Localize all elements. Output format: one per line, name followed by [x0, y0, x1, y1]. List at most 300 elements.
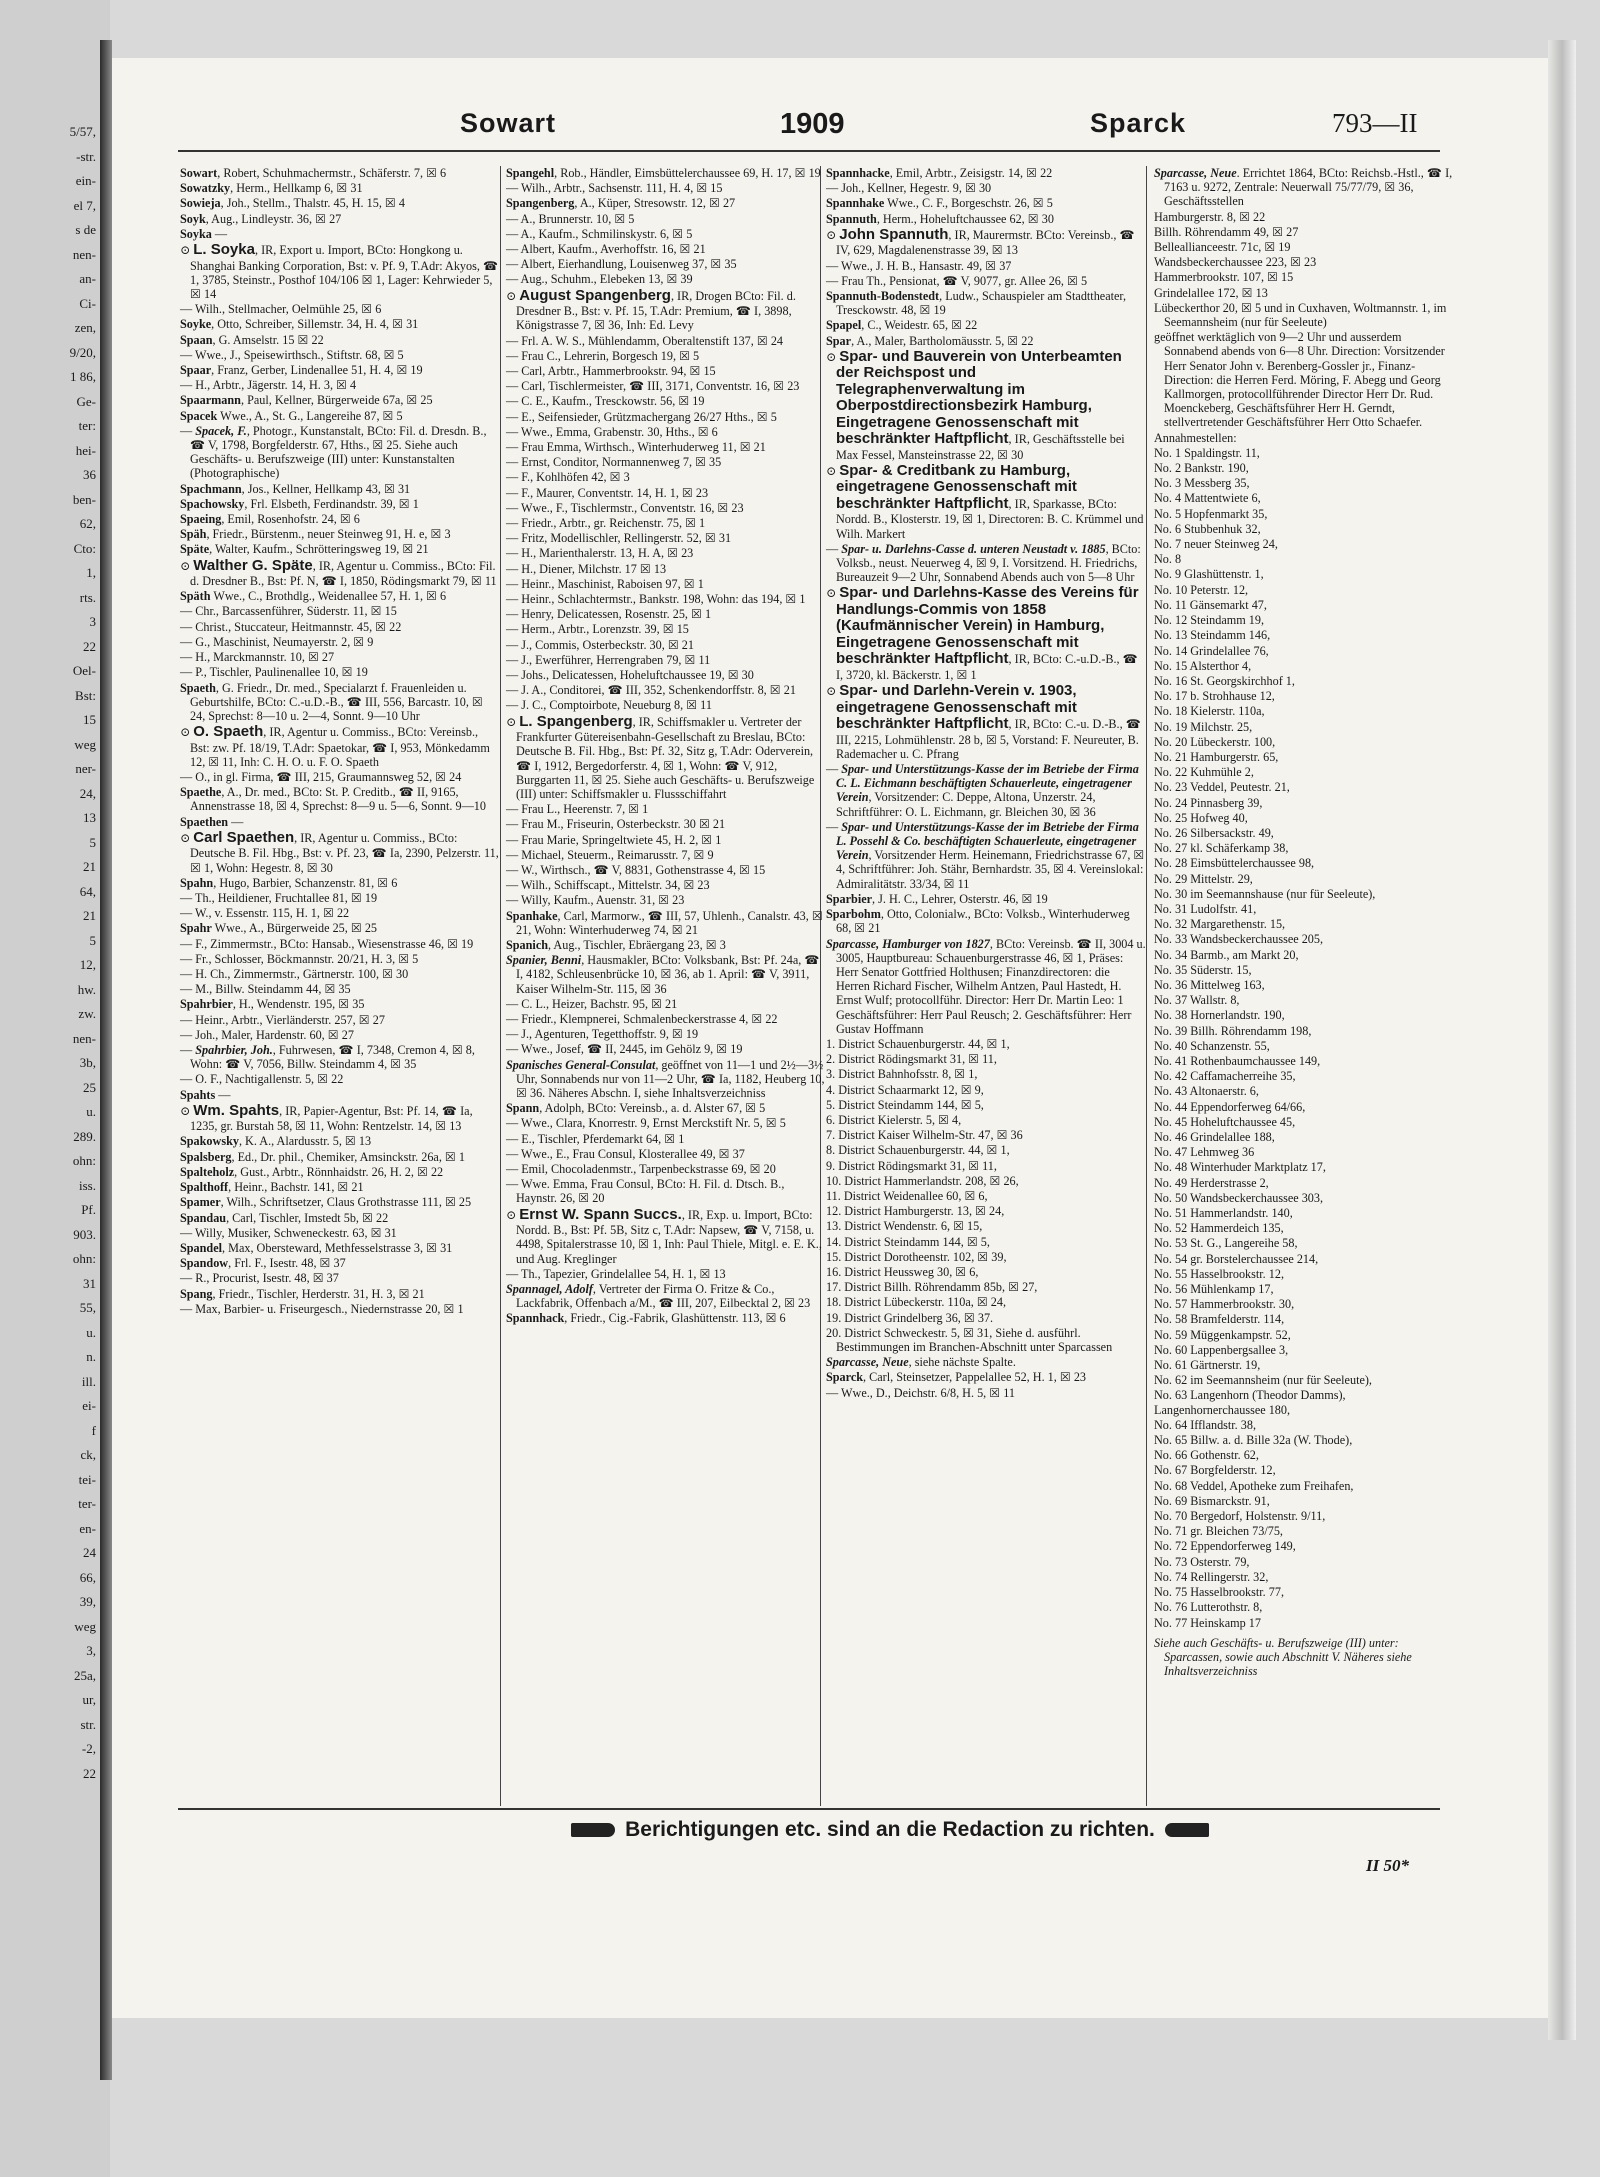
directory-entry: No. 73 Osterstr. 79,	[1154, 1554, 1250, 1569]
directory-entry: — O., in gl. Firma, ☎ III, 215, Graumannsweg 52, ☒ 24	[180, 770, 462, 785]
directory-entry: — A., Brunnerstr. 10, ☒ 5	[506, 211, 635, 226]
fragment-text: an-	[79, 271, 96, 286]
directory-entry: No. 11 Gänsemarkt 47,	[1154, 597, 1267, 612]
directory-entry: Wandsbeckerchaussee 223, ☒ 23	[1154, 255, 1317, 270]
directory-entry: Spannuth, Herm., Hoheluftchaussee 62, ☒ 30	[826, 211, 1054, 226]
directory-entry: 7. District Kaiser Wilhelm-Str. 47, ☒ 36	[826, 1128, 1023, 1143]
directory-entry: No. 77 Heinskamp 17	[1154, 1615, 1261, 1630]
directory-entry: No. 20 Lübeckerstr. 100,	[1154, 734, 1276, 749]
directory-entry: No. 37 Wallstr. 8,	[1154, 993, 1240, 1008]
directory-entry: No. 67 Borgfelderstr. 12,	[1154, 1463, 1276, 1478]
directory-entry: Spahn, Hugo, Barbier, Schanzenstr. 81, ☒ 6	[180, 875, 398, 890]
directory-entry: — M., Billw. Steindamm 44, ☒ 35	[180, 982, 351, 997]
directory-entry: Spaan, G. Amselstr. 15 ☒ 22	[180, 332, 324, 347]
directory-entry: — E., Seifensieder, Grützmachergang 26/27 Hths., ☒ 5	[506, 409, 777, 424]
directory-entry: — Albert, Eierhandlung, Louisenweg 37, ☒ 35	[506, 257, 737, 272]
column-2	[506, 166, 826, 1327]
fragment-text: Bst:	[75, 687, 96, 703]
directory-entry: No. 50 Wandsbeckerchaussee 303,	[1154, 1190, 1324, 1205]
directory-entry: — Spahrbier, Joh., Fuhrwesen, ☎ I, 7348, Cremon 4, ☒ 8, Wohn: ☎ V, 7056, Billw. Steindamm 4, ☒ 35	[180, 1042, 475, 1072]
fragment-text: 31	[83, 1275, 96, 1291]
directory-entry: ⊙ Walther G. Späte, IR, Agentur u. Commiss., BCto: Fil. d. Dresdner B., Bst: Pf. N, ☎ I, 1850, Rödingsmarkt 79, ☒ 11	[180, 556, 497, 589]
fragment-text: hw.	[77, 981, 96, 997]
directory-entry: 3. District Bahnhofsstr. 8, ☒ 1,	[826, 1067, 978, 1082]
directory-entry: — Th., Tapezier, Grindelallee 54, H. 1, ☒ 13	[506, 1266, 726, 1281]
directory-entry: Sparbier, J. H. C., Lehrer, Osterstr. 46, ☒ 19	[826, 891, 1048, 906]
directory-entry: Spaar, Franz, Gerber, Lindenallee 51, H. 4, ☒ 19	[180, 362, 423, 377]
directory-entry: 1. District Schauenburgerstr. 44, ☒ 1,	[826, 1036, 1010, 1051]
fragment-text: ter-	[78, 1496, 96, 1511]
directory-entry: — J. C., Comptoirbote, Neueburg 8, ☒ 11	[506, 698, 712, 713]
directory-entry: — Aug., Schuhm., Elebeken 13, ☒ 39	[506, 272, 693, 287]
fragment-text: 55,	[79, 1300, 96, 1315]
directory-entry: ⊙ O. Spaeth, IR, Agentur u. Commiss., BCto: Vereinsb., Bst: zw. Pf. 18/19, T.Adr: Spaetokar, ☎ I, 953, Mönkedamm 12, ☒ 11, Inh: C. H. O. u. F. O. Spaeth	[180, 723, 490, 769]
directory-entry: Sowatzky, Herm., Hellkamp 6, ☒ 31	[180, 181, 363, 196]
directory-entry: — Wwe., J., Speisewirthsch., Stiftstr. 68, ☒ 5	[180, 347, 404, 362]
directory-entry: Soyk, Aug., Lindleystr. 36, ☒ 27	[180, 211, 342, 226]
fragment-text: s de	[75, 222, 96, 237]
directory-entry: — J., Commis, Osterbeckstr. 30, ☒ 21	[506, 637, 694, 652]
directory-entry: — F., Kohlhöfen 42, ☒ 3	[506, 470, 630, 485]
directory-entry: No. 65 Billw. a. d. Bille 32a (W. Thode),	[1154, 1433, 1353, 1448]
directory-entry: 9. District Rödingsmarkt 31, ☒ 11,	[826, 1158, 997, 1173]
fragment-text: 13	[83, 810, 96, 825]
directory-entry: — Heinr., Arbtr., Vierländerstr. 257, ☒ 27	[180, 1012, 385, 1027]
directory-entry: No. 8	[1154, 552, 1182, 567]
directory-entry: No. 33 Wandsbeckerchaussee 205,	[1154, 932, 1324, 947]
directory-entry: geöffnet werktäglich von 9—2 Uhr und ausserdem Sonnabend abends von 6—8 Uhr. Direction: Vorsitzender Herr Senator John v. Berenberg-Gossler jr., Finanz-Direction: die Herren Ferd. Möring, F. Abegg und Georg Kallmorgen, protocollführender Director Herr Dr. Rud. Moenckeberg, Geschäftsführer Herr H. Gerndt, stellvertretender Geschäftsführer Herr Otto Schaefer.	[1154, 330, 1445, 430]
directory-entry: — Wilh., Arbtr., Sachsenstr. 111, H. 4, ☒ 15	[506, 181, 723, 196]
directory-entry: — E., Tischler, Pferdemarkt 64, ☒ 1	[506, 1131, 685, 1146]
directory-entry: — Wwe., E., Frau Consul, Klosterallee 49, ☒ 37	[506, 1146, 745, 1161]
directory-entry: No. 9 Glashüttenstr. 1,	[1154, 567, 1264, 582]
fragment-text: u.	[86, 1104, 96, 1119]
fragment-text: 36	[83, 467, 96, 482]
directory-entry: — W., Wirthsch., ☎ V, 8831, Gothenstrasse 4, ☒ 15	[506, 862, 766, 877]
directory-entry: No. 25 Hofweg 40,	[1154, 810, 1248, 825]
fragment-text: 25	[83, 1079, 96, 1095]
directory-entry: No. 31 Ludolfstr. 41,	[1154, 901, 1257, 916]
directory-entry: Spamer, Wilh., Schriftsetzer, Claus Grothstrasse 111, ☒ 25	[180, 1195, 472, 1210]
directory-entry: — J., Ewerführer, Herrengraben 79, ☒ 11	[506, 652, 711, 667]
directory-entry: No. 68 Veddel, Apotheke zum Freihafen,	[1154, 1478, 1354, 1493]
column-4	[1154, 166, 1454, 1679]
directory-entry: 20. District Schweckestr. 5, ☒ 31, Siehe d. ausführl. Bestimmungen im Branchen-Abschnitt unter Sparcassen	[826, 1325, 1113, 1354]
directory-entry: ⊙ L. Soyka, IR, Export u. Import, BCto: Hongkong u. Shanghai Banking Corporation, Bst: v. Pf. 9, T.Adr: Akyos, ☎ 1, 3785, Steinstr., Posthof 104/106 ☒ 1, Lager: Kehrwieder 5, ☒ 14	[180, 241, 499, 301]
directory-entry: Soyka —	[180, 226, 228, 241]
directory-entry: — Albert, Kaufm., Averhoffstr. 16, ☒ 21	[506, 242, 706, 257]
signature-mark: II 50*	[1366, 1856, 1409, 1875]
fragment-text: 3,	[86, 1643, 96, 1658]
directory-entry: No. 34 Barmb., am Markt 20,	[1154, 947, 1299, 962]
directory-entry: No. 75 Hasselbrookstr. 77,	[1154, 1585, 1284, 1600]
directory-entry: No. 26 Silbersackstr. 49,	[1154, 825, 1274, 840]
directory-entry: Hammerbrookstr. 107, ☒ 15	[1154, 270, 1294, 285]
directory-entry: Spahts —	[180, 1087, 231, 1102]
directory-entry: — Wwe., J. H. B., Hansastr. 49, ☒ 37	[826, 258, 1012, 273]
directory-entry: — Joh., Kellner, Hegestr. 9, ☒ 30	[826, 181, 992, 196]
directory-entry: No. 6 Stubbenhuk 32,	[1154, 521, 1261, 536]
column-divider	[1146, 166, 1147, 1806]
fragment-text: 22	[83, 1765, 96, 1781]
directory-entry: 17. District Billh. Röhrendamm 85b, ☒ 27,	[826, 1280, 1038, 1295]
fragment-text: 66,	[79, 1569, 96, 1585]
directory-entry: No. 36 Mittelweg 163,	[1154, 977, 1265, 992]
directory-entry: — Th., Heildiener, Fruchtallee 81, ☒ 19	[180, 890, 378, 905]
directory-entry: No. 51 Hammerlandstr. 140,	[1154, 1206, 1293, 1221]
directory-entry: Lübeckerthor 20, ☒ 5 und in Cuxhaven, Woltmannstr. 1, im Seemannsheim (nur für Seeleute)	[1154, 300, 1447, 330]
directory-entry: Spacek Wwe., A., St. G., Langereihe 87, ☒ 5	[180, 408, 403, 423]
directory-entry: ⊙ Ernst W. Spann Succs., IR, Exp. u. Import, BCto: Nordd. B., Bst: Pf. 5B, Sitz c, T.Adr: Napsew, ☎ V, 7158, u. 4498, Spitalerstrasse 10, ☒ 1, Inh: Paul Thiele, Mitgl. e. E. K., und Aug. Kreglinger	[506, 1205, 822, 1266]
directory-entry: — Chr., Barcassenführer, Süderstr. 11, ☒ 15	[180, 604, 397, 619]
directory-entry: No. 4 Mattentwiete 6,	[1154, 491, 1261, 506]
directory-entry: — F., Zimmermstr., BCto: Hansab., Wiesenstrasse 46, ☒ 19	[180, 936, 474, 951]
fragment-text: 21	[83, 908, 96, 923]
directory-entry: Belleallianceestr. 71c, ☒ 19	[1154, 240, 1291, 255]
directory-entry: — Michael, Steuerm., Reimarusstr. 7, ☒ 9	[506, 847, 714, 862]
directory-entry: No. 2 Bankstr. 190,	[1154, 461, 1249, 476]
fragment-text: Pf.	[81, 1202, 96, 1217]
directory-entry: Spaeth, G. Friedr., Dr. med., Specialarzt f. Frauenleiden u. Geburtshilfe, BCto: C.-u.D.-B., ☎ III, 556, Barcastr. 10, ☒ 24, Sprechst: 8—10 u. 2—4, Sonnt. 9—10 Uhr	[180, 680, 483, 723]
directory-entry: Spahrbier, H., Wendenstr. 195, ☒ 35	[180, 997, 365, 1012]
directory-entry: — Carl, Arbtr., Hammerbrookstr. 94, ☒ 15	[506, 363, 716, 378]
directory-entry: 6. District Kielerstr. 5, ☒ 4,	[826, 1112, 962, 1127]
column-divider	[500, 166, 501, 1806]
fragment-text: n.	[86, 1349, 96, 1364]
fragment-text: 903.	[73, 1226, 96, 1242]
directory-entry: Spaeing, Emil, Rosenhofstr. 24, ☒ 6	[180, 511, 360, 526]
directory-entry: — Wilh., Schiffscapt., Mittelstr. 34, ☒ 23	[506, 878, 710, 893]
directory-entry: 18. District Lübeckerstr. 110a, ☒ 24,	[826, 1295, 1007, 1310]
directory-entry: — Wwe., Emma, Grabenstr. 30, Hths., ☒ 6	[506, 424, 718, 439]
directory-entry: No. 63 Langenhorn (Theodor Damms), Langenhornerchaussee 180,	[1154, 1388, 1346, 1417]
directory-entry: ⊙ Wm. Spahts, IR, Papier-Agentur, Bst: Pf. 14, ☎ Ia, 1235, gr. Burstah 58, ☒ 11, Wohn: Rentzelstr. 14, ☒ 13	[180, 1101, 473, 1134]
directory-entry: ⊙ Spar- und Darlehn-Verein v. 1903, eingetragene Genossenschaft mit beschränkter Haftpflicht, IR, BCto: C.-u. D.-B., ☎ III, 2215, Lohmühlenstr. 28 b, ☒ 5, Vorstand: F. Neureuter, B. Rademacher u. C. Pfrang	[826, 682, 1141, 761]
directory-entry: Spapel, C., Weidestr. 65, ☒ 22	[826, 318, 978, 333]
directory-entry: — P., Tischler, Paulinenallee 10, ☒ 19	[180, 665, 368, 680]
directory-entry: Spannuth-Bodenstedt, Ludw., Schauspieler am Stadttheater, Tresckowstr. 48, ☒ 19	[826, 288, 1127, 318]
directory-entry: — Wwe., D., Deichstr. 6/8, H. 5, ☒ 11	[826, 1385, 1015, 1400]
fragment-text: ner-	[75, 761, 96, 776]
directory-entry: No. 39 Billh. Röhrendamm 198,	[1154, 1023, 1312, 1038]
directory-entry: — Frau M., Friseurin, Osterbeckstr. 30 ☒ 21	[506, 817, 726, 832]
directory-entry: No. 29 Mittelstr. 29,	[1154, 871, 1253, 886]
directory-entry: — Johs., Delicatessen, Hoheluftchaussee 19, ☒ 30	[506, 668, 754, 682]
directory-entry: — G., Maschinist, Neumayerstr. 2, ☒ 9	[180, 634, 374, 649]
directory-entry: No. 47 Lehmweg 36	[1154, 1145, 1255, 1160]
directory-entry: No. 58 Bramfelderstr. 114,	[1154, 1312, 1285, 1327]
directory-entry: No. 19 Milchstr. 25,	[1154, 719, 1253, 734]
directory-entry: ⊙ John Spannuth, IR, Maurermstr. BCto: Vereinsb., ☎ IV, 629, Magdalenenstrasse 39, ☒ 13	[826, 225, 1135, 258]
directory-entry: No. 43 Altonaerstr. 6,	[1154, 1084, 1259, 1099]
directory-entry: — H., Marienthalerstr. 13, H. A, ☒ 23	[506, 546, 694, 561]
fragment-text: en-	[79, 1520, 96, 1536]
fragment-text: 1,	[86, 565, 96, 580]
column-3	[826, 166, 1146, 1401]
fragment-text: 15	[83, 712, 96, 727]
directory-entry: Sparck, Carl, Steinsetzer, Pappelallee 52, H. 1, ☒ 23	[826, 1370, 1087, 1385]
directory-entry: No. 17 b. Strohhause 12,	[1154, 689, 1275, 704]
pointing-hand-icon	[571, 1823, 615, 1837]
directory-entry: Spachowsky, Frl. Elsbeth, Ferdinandstr. 39, ☒ 1	[180, 496, 419, 511]
directory-entry: — H., Arbtr., Jägerstr. 14, H. 3, ☒ 4	[180, 378, 357, 393]
directory-entry: Billh. Röhrendamm 49, ☒ 27	[1154, 224, 1299, 239]
fragment-text: 5	[89, 932, 96, 948]
fragment-text: zen,	[74, 320, 96, 335]
directory-entry: Spar, A., Maler, Bartholomäusstr. 5, ☒ 22	[826, 333, 1034, 348]
directory-entry: No. 16 St. Georgskirchhof 1,	[1154, 673, 1295, 688]
directory-entry: — Ernst, Conditor, Normannenweg 7, ☒ 35	[506, 455, 722, 470]
directory-entry: — Spar- und Unterstützungs-Kasse der im Betriebe der Firma C. L. Eichmann beschäftigten Schauerleute, eingetragener Verein, Vorsitzender: C. Deppe, Altona, Unzerstr. 24, Schriftführer: O. L. Eichmann, gr. Bleichen 30, ☒ 36	[826, 762, 1139, 819]
directory-entry: 12. District Hamburgerstr. 13, ☒ 24,	[826, 1204, 1005, 1219]
fragment-text: 3b,	[79, 1055, 96, 1070]
directory-entry: — Max, Barbier- u. Friseurgesch., Niedernstrasse 20, ☒ 1	[180, 1301, 464, 1316]
directory-entry: Sparbohm, Otto, Colonialw., BCto: Volksb., Winterhuderweg 68, ☒ 21	[826, 907, 1130, 936]
fragment-text: ohn:	[72, 1153, 96, 1168]
directory-entry: No. 53 St. G., Langereihe 58,	[1154, 1236, 1298, 1251]
directory-entry: — H. Ch., Zimmermstr., Gärtnerstr. 100, ☒ 30	[180, 966, 409, 981]
directory-entry: — Fr., Schlosser, Böckmannstr. 20/21, H. 3, ☒ 5	[180, 951, 419, 966]
directory-entry: No. 57 Hammerbrookstr. 30,	[1154, 1297, 1295, 1312]
directory-entry: Spanisches General-Consulat, geöffnet von 11—1 und 2½—3½ Uhr, Sonnabends nur von 11—2 Uhr, ☎ Ia, 1182, Heuberg 10, ☒ 36. Näheres Abschn. I, siehe Inhaltsverzeichniss	[506, 1057, 825, 1100]
fragment-text: 1 86,	[70, 369, 96, 384]
directory-entry: — Wwe., Clara, Knorrestr. 9, Ernst Merckstift Nr. 5, ☒ 5	[506, 1116, 786, 1131]
running-header	[180, 108, 1440, 148]
directory-entry: Spaethe, A., Dr. med., BCto: St. P. Creditb., ☎ II, 9165, Annenstrasse 18, ☒ 4, Sprechst: 8—9 u. 5—6, Sonnt. 9—10	[180, 785, 486, 814]
directory-entry: — Spacek, F., Photogr., Kunstanstalt, BCto: Fil. d. Dresdn. B., ☎ V, 1798, Borgfelderstr. 67, Hths., ☒ 25. Siehe auch Geschäfts- u. Berufszweige (III) unter: Kunstanstalten (Photographische)	[180, 423, 487, 481]
directory-entry: No. 76 Lutterothstr. 8,	[1154, 1600, 1263, 1615]
fragment-text: 9/20,	[69, 344, 96, 360]
directory-entry: No. 54 gr. Borstelerchaussee 214,	[1154, 1251, 1319, 1266]
directory-entry: No. 61 Gärtnerstr. 19,	[1154, 1358, 1261, 1373]
fragment-text: tei-	[78, 1471, 96, 1487]
directory-entry: Spakowsky, K. A., Alardusstr. 5, ☒ 13	[180, 1134, 372, 1149]
directory-entry: 13. District Wendenstr. 6, ☒ 15,	[826, 1219, 983, 1234]
fragment-text: ein-	[75, 173, 96, 188]
directory-entry: Hamburgerstr. 8, ☒ 22	[1154, 209, 1266, 224]
header-year: 1909	[780, 108, 845, 140]
directory-entry: Sowieja, Joh., Stellm., Thalstr. 45, H. 15, ☒ 4	[180, 196, 406, 211]
directory-entry: — Frl. A. W. S., Mühlendamm, Oberaltenstift 137, ☒ 24	[506, 333, 784, 348]
directory-entry: ⊙ August Spangenberg, IR, Drogen BCto: Fil. d. Dresdner B., Bst: v. Pf. 15, T.Adr: Premium, ☎ I, 3898, Königstrasse 7, ☒ 36, Inh: Ed. Levy	[506, 286, 796, 333]
fragment-text: iss.	[79, 1177, 96, 1193]
directory-entry: — A., Kaufm., Schmilinskystr. 6, ☒ 5	[506, 226, 693, 241]
directory-entry: No. 41 Rothenbaumchaussee 149,	[1154, 1053, 1321, 1068]
directory-entry: No. 48 Winterhuder Marktplatz 17,	[1154, 1160, 1326, 1175]
directory-entry: Spannagel, Adolf, Vertreter der Firma O. Fritze & Co., Lackfabrik, Offenbach a/M., ☎ III, 207, Eilbecktal 2, ☒ 23	[506, 1281, 811, 1311]
directory-entry: No. 55 Hasselbrookstr. 12,	[1154, 1266, 1284, 1281]
directory-entry: No. 32 Margarethenstr. 15,	[1154, 917, 1286, 932]
fragment-text: nen-	[72, 1030, 96, 1046]
header-page-number: 793—II	[1332, 108, 1418, 138]
directory-entry: Spanich, Aug., Tischler, Ebräergang 23, ☒ 3	[506, 937, 726, 952]
directory-entry: 2. District Rödingsmarkt 31, ☒ 11,	[826, 1052, 997, 1067]
directory-entry: No. 13 Steindamm 146,	[1154, 628, 1271, 643]
fragment-text: f	[91, 1422, 96, 1438]
directory-entry: No. 59 Müggenkampstr. 52,	[1154, 1327, 1291, 1342]
directory-entry: — C. L., Heizer, Bachstr. 95, ☒ 21	[506, 996, 678, 1011]
directory-entry: 11. District Weidenallee 60, ☒ 6,	[826, 1188, 988, 1203]
directory-entry: No. 74 Rellingerstr. 32,	[1154, 1569, 1269, 1584]
directory-entry: — Frau Marie, Springeltwiete 45, H. 2, ☒ 1	[506, 832, 722, 847]
directory-entry: Soyke, Otto, Schreiber, Sillemstr. 34, H. 4, ☒ 31	[180, 317, 419, 332]
header-last-name: Sparck	[1090, 108, 1187, 138]
directory-entry: — F., Maurer, Conventstr. 14, H. 1, ☒ 23	[506, 485, 709, 500]
directory-entry: Annahmestellen:	[1154, 430, 1237, 445]
fragment-text: 25a,	[73, 1667, 96, 1683]
directory-entry: — O. F., Nachtigallenstr. 5, ☒ 22	[180, 1072, 344, 1087]
fragment-text: u.	[86, 1324, 96, 1340]
directory-entry: No. 66 Gothenstr. 62,	[1154, 1448, 1259, 1463]
directory-entry: — Emil, Chocoladenmstr., Tarpenbeckstrasse 69, ☒ 20	[506, 1162, 776, 1176]
directory-entry: No. 12 Steindamm 19,	[1154, 613, 1265, 628]
fragment-text: str.	[80, 1716, 96, 1732]
fragment-text: 24,	[79, 785, 96, 801]
directory-entry: No. 60 Lappenbergsallee 3,	[1154, 1342, 1289, 1357]
directory-entry: ⊙ Spar- und Bauverein von Unterbeamten der Reichspost und Telegraphenverwaltung im Oberpostdirectionsbezirk Hamburg, Eingetragene Genossenschaft mit beschränkter Haftpflicht, IR, Geschäftsstelle bei Max Fessel, Mansteinstrasse 22, ☒ 30	[826, 347, 1125, 462]
fragment-text: Ge-	[76, 393, 96, 409]
directory-entry: No. 18 Kielerstr. 110a,	[1154, 704, 1265, 719]
header-rule	[178, 150, 1440, 152]
fragment-text: -2,	[81, 1741, 96, 1756]
directory-entry: 8. District Schauenburgerstr. 44, ☒ 1,	[826, 1143, 1010, 1158]
directory-entry: — Frau L., Heerenstr. 7, ☒ 1	[506, 802, 649, 817]
directory-entry: No. 21 Hamburgerstr. 65,	[1154, 749, 1279, 764]
fragment-text: 5/57,	[69, 124, 96, 139]
directory-entry: — Frau Emma, Wirthsch., Winterhuderweg 11, ☒ 21	[506, 439, 766, 454]
directory-entry: — Henry, Delicatessen, Rosenstr. 25, ☒ 1	[506, 607, 712, 622]
directory-entry: — J. A., Conditorei, ☎ III, 352, Schenkendorffstr. 8, ☒ 21	[506, 683, 796, 698]
directory-entry: — Friedr., Klempnerei, Schmalenbeckerstrasse 4, ☒ 22	[506, 1011, 778, 1026]
directory-entry: 14. District Steindamm 144, ☒ 5,	[826, 1234, 990, 1249]
directory-entry: Grindelallee 172, ☒ 13	[1154, 285, 1268, 300]
directory-entry: No. 23 Veddel, Peutestr. 21,	[1154, 780, 1290, 795]
directory-entry: — Heinr., Maschinist, Raboisen 97, ☒ 1	[506, 576, 704, 591]
directory-entry: — Wwe. Emma, Frau Consul, BCto: H. Fil. d. Dtsch. B., Haynstr. 26, ☒ 20	[506, 1177, 785, 1206]
directory-entry: Spannhack, Friedr., Cig.-Fabrik, Glashüttenstr. 113, ☒ 6	[506, 1311, 786, 1326]
directory-entry: Spannhake Wwe., C. F., Borgeschstr. 26, ☒ 5	[826, 196, 1053, 211]
directory-entry: — Wwe., F., Tischlermstr., Conventstr. 16, ☒ 23	[506, 500, 744, 515]
directory-entry: Spannhacke, Emil, Arbtr., Zeisigstr. 14, ☒ 22	[826, 166, 1053, 180]
directory-entry: Spachmann, Jos., Kellner, Hellkamp 43, ☒ 31	[180, 481, 411, 496]
directory-entry: — R., Procurist, Isestr. 48, ☒ 37	[180, 1271, 339, 1286]
footer-notice-text: Berichtigungen etc. sind an die Redaction zu richten.	[625, 1818, 1155, 1841]
directory-entry: Späh, Friedr., Bürstenm., neuer Steinweg 91, H. e, ☒ 3	[180, 527, 451, 542]
directory-entry: Spalteholz, Gust., Arbtr., Rönnhaidstr. 26, H. 2, ☒ 22	[180, 1164, 444, 1179]
fragment-text: -str.	[76, 148, 96, 164]
fragment-text: Cto:	[73, 540, 96, 556]
binding-shadow	[100, 40, 112, 2080]
directory-entry: No. 52 Hammerdeich 135,	[1154, 1221, 1284, 1236]
directory-entry: — Wwe., Josef, ☎ II, 2445, im Gehölz 9, ☒ 19	[506, 1042, 743, 1057]
directory-entry: — Frau Th., Pensionat, ☎ V, 9077, gr. Allee 26, ☒ 5	[826, 273, 1088, 288]
directory-entry: — Herm., Arbtr., Lorenzstr. 39, ☒ 15	[506, 622, 689, 637]
directory-entry: — Friedr., Arbtr., gr. Reichenstr. 75, ☒ 1	[506, 515, 706, 530]
directory-entry: No. 45 Hoheluftchaussee 45,	[1154, 1114, 1296, 1129]
fragment-text: ohn:	[72, 1251, 96, 1266]
header-first-name: Sowart	[460, 108, 557, 138]
directory-entry: No. 72 Eppendorferweg 149,	[1154, 1539, 1296, 1554]
directory-entry: Sparcasse, Hamburger von 1827, BCto: Vereinsb. ☎ II, 3004 u. 3005, Hauptbureau: Schauenburgerstrasse 46, ☒ 1, Präses: Herr Senator Gottfried Holthusen; Finanzdirectoren: die Herren Richard Fischer, Wilhelm Antzen, Paul Hastedt, H. Ernst Wulf; protocollführ. Director: Herr Dr. Martin Leo: 1 Geschäftsführer: Herr Paul Reusch; 2. Geschäftsführer: Herr Gustav Hoffmann	[826, 936, 1146, 1036]
fragment-text: ter:	[78, 418, 96, 433]
directory-entry: Spang, Friedr., Tischler, Herderstr. 31, H. 3, ☒ 21	[180, 1286, 425, 1301]
fragment-text: 62,	[79, 516, 96, 531]
directory-entry: — Willy, Kaufm., Auenstr. 31, ☒ 23	[506, 893, 685, 908]
directory-entry: — Carl, Tischlermeister, ☎ III, 3171, Conventstr. 16, ☒ 23	[506, 379, 800, 394]
directory-entry: Spangenberg, A., Küper, Stresowstr. 12, ☒ 27	[506, 196, 736, 211]
fragment-text: 21	[83, 859, 96, 874]
directory-entry: — Spar- u. Darlehns-Casse d. unteren Neustadt v. 1885, BCto: Volksb., neust. Neuerweg 4, ☒ 9, I. Vorsitzend. H. Friedrichs, Bureauzeit 9—2 Uhr, Sonnabend Abends auch von 5—8 Uhr	[826, 541, 1141, 585]
directory-entry: Späth Wwe., C., Brothdlg., Weidenallee 57, H. 1, ☒ 6	[180, 589, 447, 604]
directory-entry: ⊙ Carl Spaethen, IR, Agentur u. Commiss., BCto: Deutsche B. Fil. Hbg., Bst: v. Pf. 23, ☎ Ia, 2390, Pelzerstr. 11, ☒ 1, Wohn: Hegestr. 8, ☒ 30	[180, 828, 499, 875]
directory-entry: Sparcasse, Neue. Errichtet 1864, BCto: Reichsb.-Hstl., ☎ I, 7163 u. 9272, Zentrale: Neuerwall 75/77/79, ☒ 36, Geschäftsstellen	[1154, 166, 1453, 209]
directory-entry: No. 5 Hopfenmarkt 35,	[1154, 506, 1268, 521]
directory-entry: — Fritz, Modellischler, Rellingerstr. 52, ☒ 31	[506, 531, 732, 546]
fragment-text: 39,	[79, 1594, 96, 1609]
directory-entry: No. 22 Kuhmühle 2,	[1154, 765, 1254, 780]
directory-entry: — Christ., Stuccateur, Heitmannstr. 45, ☒ 22	[180, 619, 402, 634]
directory-entry: — Wilh., Stellmacher, Oelmühle 25, ☒ 6	[180, 302, 382, 317]
directory-entry: No. 71 gr. Bleichen 73/75,	[1154, 1524, 1283, 1539]
directory-entry: ⊙ L. Spangenberg, IR, Schiffsmakler u. Vertreter der Frankfurter Gütereisenbahn-Gesellschaft zu Breslau, BCto: Deutsche B. Fil. Hbg., Bst: Pf. 32, Sitz g, T.Adr: Oderverein, ☎ I, 1912, Bergedorferstr. 4, ☒ 1, Wohn: ☎ V, 912, Burggarten 11, ☒ 25. Siehe auch Geschäfts- u. Berufszweige (III) unter: Schiffsmakler u. Flussschiffahrt	[506, 712, 815, 801]
fragment-text: 5	[89, 834, 96, 850]
fragment-text: hei-	[75, 442, 96, 458]
pointing-hand-icon	[1165, 1823, 1209, 1837]
directory-entry: Sparcasse, Neue, siehe nächste Spalte.	[826, 1355, 1016, 1370]
directory-entry: No. 27 kl. Schäferkamp 38,	[1154, 841, 1289, 856]
directory-entry: Spann, Adolph, BCto: Vereinsb., a. d. Alster 67, ☒ 5	[506, 1101, 766, 1116]
directory-entry: Sowart, Robert, Schuhmachermstr., Schäferstr. 7, ☒ 6	[180, 166, 447, 180]
directory-entry: No. 38 Hornerlandstr. 190,	[1154, 1008, 1285, 1023]
directory-entry: Spanhake, Carl, Marmorw., ☎ III, 57, Uhlenh., Canalstr. 43, ☒ 21, Wohn: Winterhuderweg 74, ☒ 21	[506, 908, 823, 937]
footer-rule	[178, 1808, 1440, 1810]
directory-entry: — Spar- und Unterstützungs-Kasse der im Betriebe der Firma L. Possehl & Co. beschäftigten Schauerleute, eingetragener Verein, Vorsitzender Herm. Heinemann, Friedrichstrasse 67, ☒ 4, Schriftführer: Joh. Stähr, Bernhardstr. 35, ☒ 4. Vereinslokal: Admiralitätstr. 33/34, ☒ 11	[826, 819, 1145, 891]
directory-entry: — Frau C., Lehrerin, Borgesch 19, ☒ 5	[506, 348, 700, 363]
fragment-text: 12,	[79, 957, 96, 972]
fragment-text: zw.	[78, 1006, 96, 1021]
directory-entry: No. 44 Eppendorferweg 64/66,	[1154, 1099, 1306, 1114]
directory-entry: No. 42 Caffamacherreihe 35,	[1154, 1069, 1296, 1084]
column-1	[180, 166, 500, 1317]
directory-entry: Spangehl, Rob., Händler, Eimsbüttelerchaussee 69, H. 17, ☒ 19	[506, 166, 821, 180]
directory-entry: — Heinr., Schlachtermstr., Bankstr. 198, Wohn: das 194, ☒ 1	[506, 591, 806, 606]
directory-entry: Spandel, Max, Obersteward, Methfesselstrasse 3, ☒ 31	[180, 1240, 453, 1255]
directory-entry: Spalthoff, Heinr., Bachstr. 141, ☒ 21	[180, 1180, 364, 1195]
directory-entry: Spalsberg, Ed., Dr. phil., Chemiker, Amsinckstr. 26a, ☒ 1	[180, 1149, 466, 1164]
directory-entry: 15. District Dorotheenstr. 102, ☒ 39,	[826, 1249, 1007, 1264]
directory-entry: Spanier, Benni, Hausmakler, BCto: Volksbank, Bst: Pf. 24a, ☎ I, 4182, Schleusenbrücke 10, ☒ 36, ab 1. April: ☎ V, 3911, Kaiser Wilhelm-Str. 115, ☒ 36	[506, 953, 820, 996]
directory-entry: No. 14 Grindelallee 76,	[1154, 643, 1269, 658]
directory-entry: No. 30 im Seemannshause (nur für Seeleute),	[1154, 886, 1376, 901]
fragment-text: 22	[83, 638, 96, 654]
fragment-text: ur,	[82, 1692, 96, 1707]
directory-entry: Spahr Wwe., A., Bürgerweide 25, ☒ 25	[180, 921, 378, 936]
fragment-text: ill.	[81, 1373, 96, 1389]
directory-entry: No. 3 Messberg 35,	[1154, 476, 1250, 491]
directory-entry: No. 24 Pinnasberg 39,	[1154, 795, 1263, 810]
directory-entry: No. 1 Spaldingstr. 11,	[1154, 445, 1260, 460]
directory-entry: — H., Marckmannstr. 10, ☒ 27	[180, 650, 335, 665]
directory-entry: No. 64 Ifflandstr. 38,	[1154, 1417, 1257, 1432]
footer-notice	[440, 1818, 1340, 1850]
directory-entry: 19. District Grindelberg 36, ☒ 37.	[826, 1310, 994, 1325]
fragment-text: ei-	[82, 1398, 96, 1413]
directory-entry: — C. E., Kaufm., Tresckowstr. 56, ☒ 19	[506, 394, 705, 409]
fragment-text: nen-	[72, 246, 96, 262]
fragment-text: ben-	[72, 491, 96, 507]
directory-entry: No. 7 neuer Steinweg 24,	[1154, 537, 1278, 552]
directory-entry: Spandow, Frl. F., Isestr. 48, ☒ 37	[180, 1256, 346, 1271]
